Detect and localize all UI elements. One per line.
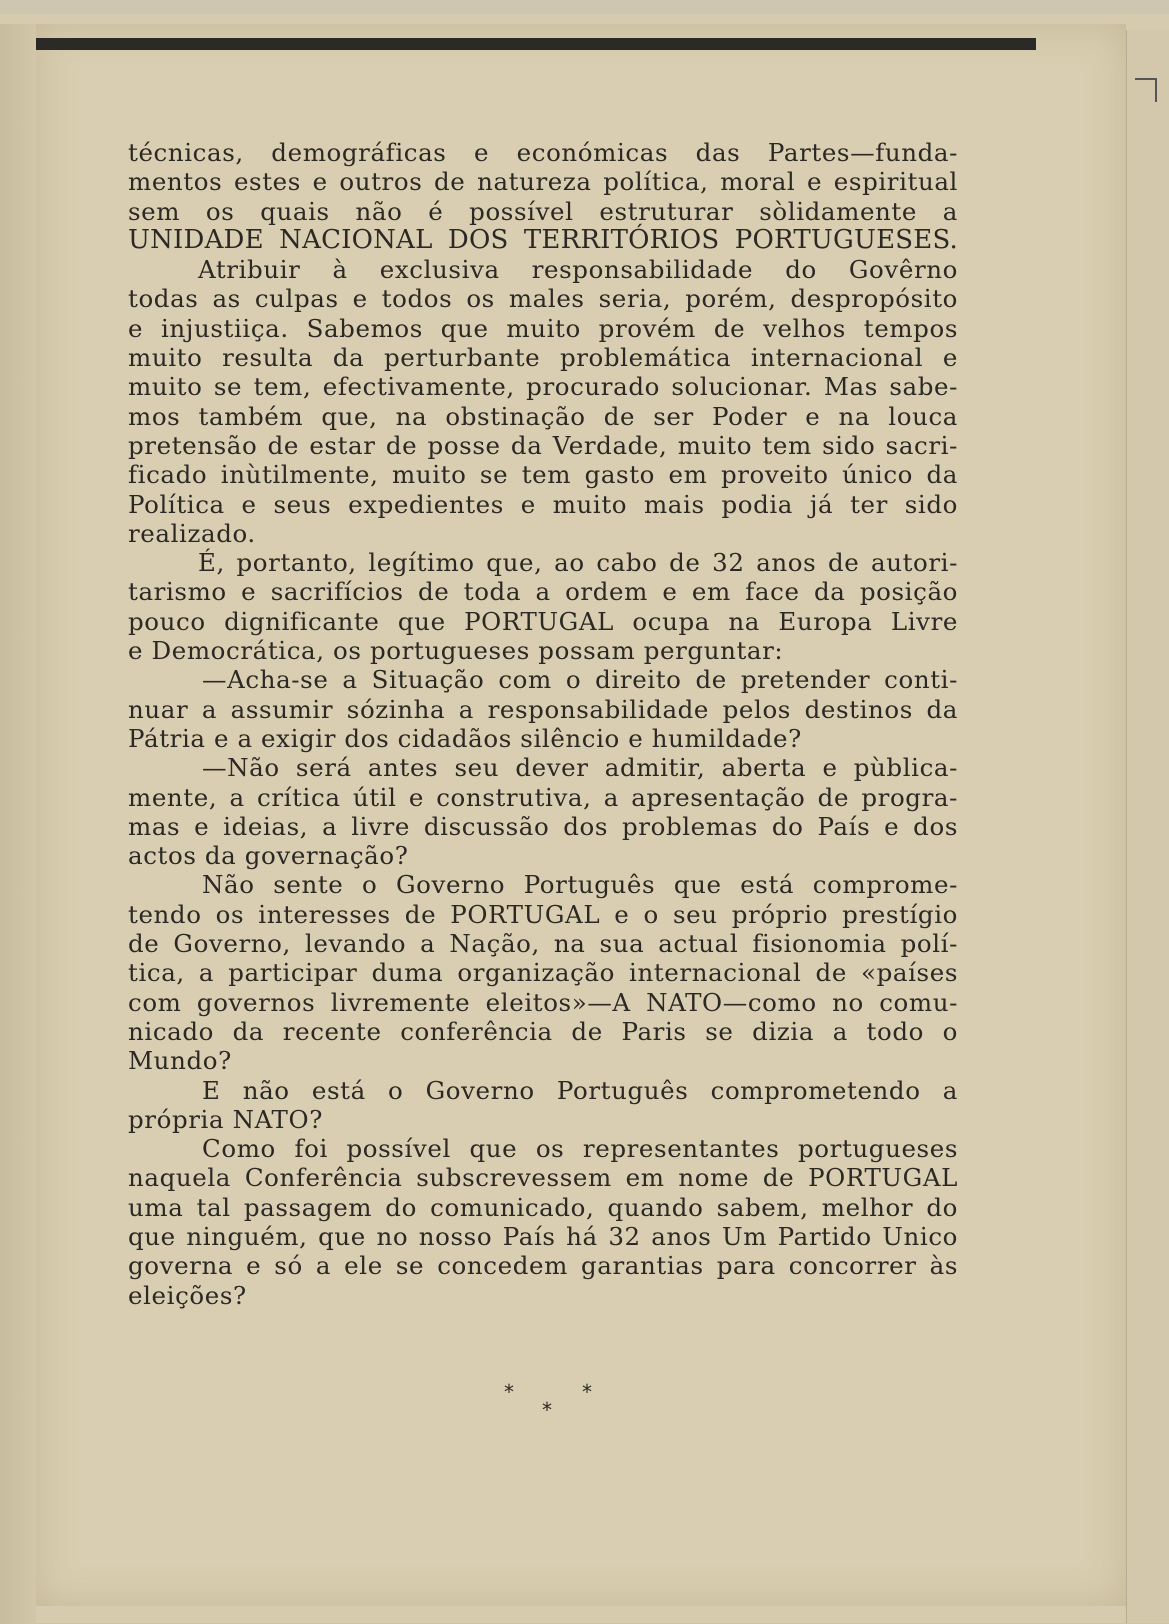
text-line: pouco dignificante que PORTUGAL ocupa na Europa Livre xyxy=(128,606,958,636)
text-line: técnicas, demográficas e económicas das Partes—funda- xyxy=(128,138,958,167)
text-line: mos também que, na obstinação de ser Poder e na louca xyxy=(128,401,958,431)
text-line: com governos livremente eleitos»—A NATO—como no comu- xyxy=(128,987,958,1017)
text-line: É, portanto, legítimo que, ao cabo de 32 anos de autori- xyxy=(198,548,958,578)
text-line: uma tal passagem do comunicado, quando sabem, melhor do xyxy=(128,1192,958,1222)
text-line: mentos estes e outros de natureza política, moral e espiritual xyxy=(128,167,958,197)
text-line: Mundo? xyxy=(128,1046,232,1076)
text-line: —Acha-se a Situação com o direito de pretender conti- xyxy=(202,665,958,695)
page-right-edge xyxy=(1126,30,1169,1623)
document-body-text xyxy=(128,138,958,1310)
top-dark-band xyxy=(36,38,1036,50)
text-line: actos da governação? xyxy=(128,841,409,871)
text-line: tarismo e sacrifícios de toda a ordem e em face da posição xyxy=(128,577,958,607)
text-line: Atribuir à exclusiva responsabilidade do Govêrno xyxy=(198,255,958,285)
text-line: naquela Conferência subscrevessem em nome de PORTUGAL xyxy=(128,1163,958,1193)
text-line: e injustiiça. Sabemos que muito provém de velhos tempos xyxy=(128,313,958,343)
text-line: ficado inùtilmente, muito se tem gasto em proveito único da xyxy=(128,460,958,490)
text-line: eleições? xyxy=(128,1280,247,1310)
page-left-shadow xyxy=(0,24,36,1624)
text-line: muito resulta da perturbante problemática internacional e xyxy=(128,343,958,373)
text-line: E não está o Governo Português comprometendo a xyxy=(202,1075,958,1105)
asterisk: * xyxy=(504,1380,514,1404)
corner-bracket-mark xyxy=(1135,78,1157,102)
text-line: mas e ideias, a livre discussão dos problemas do País e dos xyxy=(128,811,958,841)
asterisk: * xyxy=(582,1380,592,1404)
text-line: mente, a crítica útil e construtiva, a apresentação de progra- xyxy=(128,782,958,812)
text-line: tica, a participar duma organização internacional de «países xyxy=(128,958,958,988)
asterisk: * xyxy=(542,1398,552,1422)
text-line: tendo os interesses de PORTUGAL e o seu próprio prestígio xyxy=(128,899,958,929)
text-line-caps: UNIDADE NACIONAL DOS TERRITÓRIOS PORTUGUESES. xyxy=(128,224,958,255)
section-separator-asterisks xyxy=(500,1380,620,1420)
text-line: nicado da recente conferência de Paris se dizia a todo o xyxy=(128,1016,958,1046)
text-line: todas as culpas e todos os males seria, porém, despropósito xyxy=(128,284,958,314)
text-line: Como foi possível que os representantes portugueses xyxy=(202,1134,958,1164)
text-line: realizado. xyxy=(128,518,256,548)
text-line: de Governo, levando a Nação, na sua actual fisionomia polí- xyxy=(128,929,958,959)
text-line: sem os quais não é possível estruturar sòlidamente a xyxy=(128,196,958,226)
text-line: Pátria e a exigir dos cidadãos silêncio e humildade? xyxy=(128,723,802,753)
text-line: Não sente o Governo Português que está comprome- xyxy=(202,870,958,900)
text-line: nuar a assumir sózinha a responsabilidade pelos destinos da xyxy=(128,694,958,724)
page-top-edge xyxy=(0,0,1169,14)
text-line: governa e só a ele se concedem garantias para concorrer às xyxy=(128,1251,958,1281)
text-line: pretensão de estar de posse da Verdade, muito tem sido sacri- xyxy=(128,430,958,460)
text-line: que ninguém, que no nosso País há 32 anos Um Partido Unico xyxy=(128,1221,958,1251)
text-line: —Não será antes seu dever admitir, aberta e pùblica- xyxy=(202,753,958,783)
text-line: própria NATO? xyxy=(128,1104,323,1134)
text-line: e Democrática, os portugueses possam perguntar: xyxy=(128,636,784,666)
text-line: muito se tem, efectivamente, procurado solucionar. Mas sabe- xyxy=(128,372,958,402)
text-line: Política e seus expedientes e muito mais podia já ter sido xyxy=(128,489,958,519)
